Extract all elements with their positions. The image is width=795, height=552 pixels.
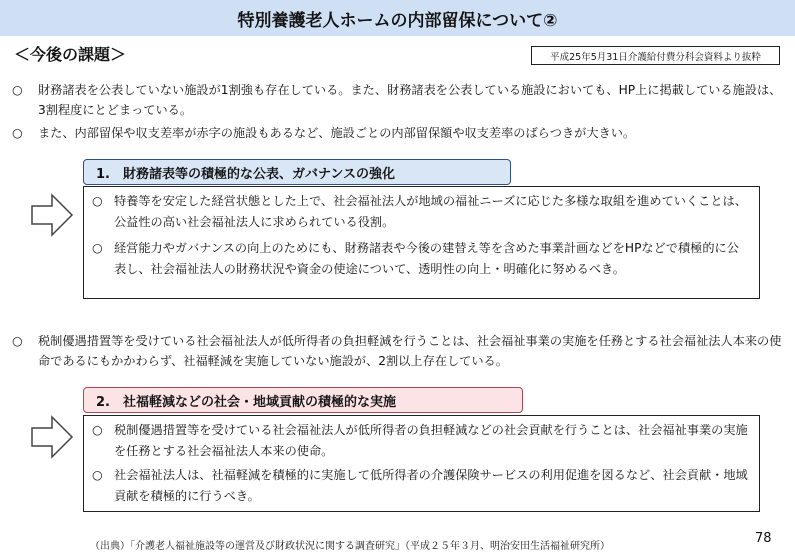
page-number: 78 <box>755 531 772 546</box>
bullet-mark: ○ <box>92 194 103 208</box>
bullet-mark: ○ <box>12 83 23 97</box>
section2-box <box>83 415 760 512</box>
bullet-mark: ○ <box>12 126 23 140</box>
bullet-text: また、内部留保や収支差率が赤字の施設もあるなど、施設ごとの内部留保額や収支差率のばらつきが大きい。 <box>38 126 636 140</box>
bullet-item <box>12 80 784 120</box>
page-title: 特別養護老人ホームの内部留保について② <box>0 0 795 36</box>
bullet-item <box>12 123 784 143</box>
item-text: 税制優遇措置等を受けている社会福祉法人が低所得者の負担軽減などの社会貢献を行うことは、社会福祉事業の実施を任務とする社会福祉法人本来の使命。 <box>114 423 748 458</box>
right-arrow-icon <box>30 192 74 238</box>
item-text: 経営能力やガバナンスの向上のためにも、財務諸表や今後の建替え等を含めた事業計画などをHPなどで積極的に公表し、社会福祉法人の財務状況や資金の使途について、透明性の向上・明確化に努めるべき。 <box>114 241 739 276</box>
bullet-item <box>12 331 787 371</box>
source-note: 平成25年5月31日介護給付費分科会資料より抜粋 <box>531 46 780 65</box>
section1-box <box>83 186 760 299</box>
list-item <box>92 420 751 462</box>
bullet-text: 財務諸表を公表していない施設が1割強も存在している。また、財務諸表を公表している施設においても、HP上に掲載している施設は、3割程度にとどまっている。 <box>38 83 782 117</box>
list-item <box>92 465 751 507</box>
bullet-mark: ○ <box>92 468 103 482</box>
bullet-mark: ○ <box>12 334 23 348</box>
section-subheading: ＜今後の課題＞ <box>14 45 127 64</box>
section1-heading: 1. 財務諸表等の積極的な公表、ガバナンスの強化 <box>83 159 511 185</box>
list-item <box>92 191 751 233</box>
bullet-text: 税制優遇措置等を受けている社会福祉法人が低所得者の負担軽減を行うことは、社会福祉事業の実施を任務とする社会福祉法人本来の使命であるにもかかわらず、社福軽減を実施していない施設が、2割以上存在している。 <box>38 334 782 368</box>
list-item <box>92 238 751 280</box>
item-text: 特養等を安定した経営状態とした上で、社会福祉法人が地域の福祉ニーズに応じた多様な取組を進めていくことは、公益性の高い社会福祉法人に求められている役割。 <box>114 194 747 229</box>
source-citation: （出典）「介護老人福祉施設等の運営及び財政状況に関する調査研究」（平成２５年３月、明治安田生活福祉研究所） <box>90 541 610 552</box>
bullet-mark: ○ <box>92 423 103 437</box>
section2-heading: 2. 社福軽減などの社会・地域貢献の積極的な実施 <box>83 387 523 413</box>
item-text: 社会福祉法人は、社福軽減を積極的に実施して低所得者の介護保険サービスの利用促進を図るなど、社会貢献・地域貢献を積極的に行うべき。 <box>114 468 748 503</box>
right-arrow-icon <box>30 414 74 460</box>
bullet-mark: ○ <box>92 241 103 255</box>
